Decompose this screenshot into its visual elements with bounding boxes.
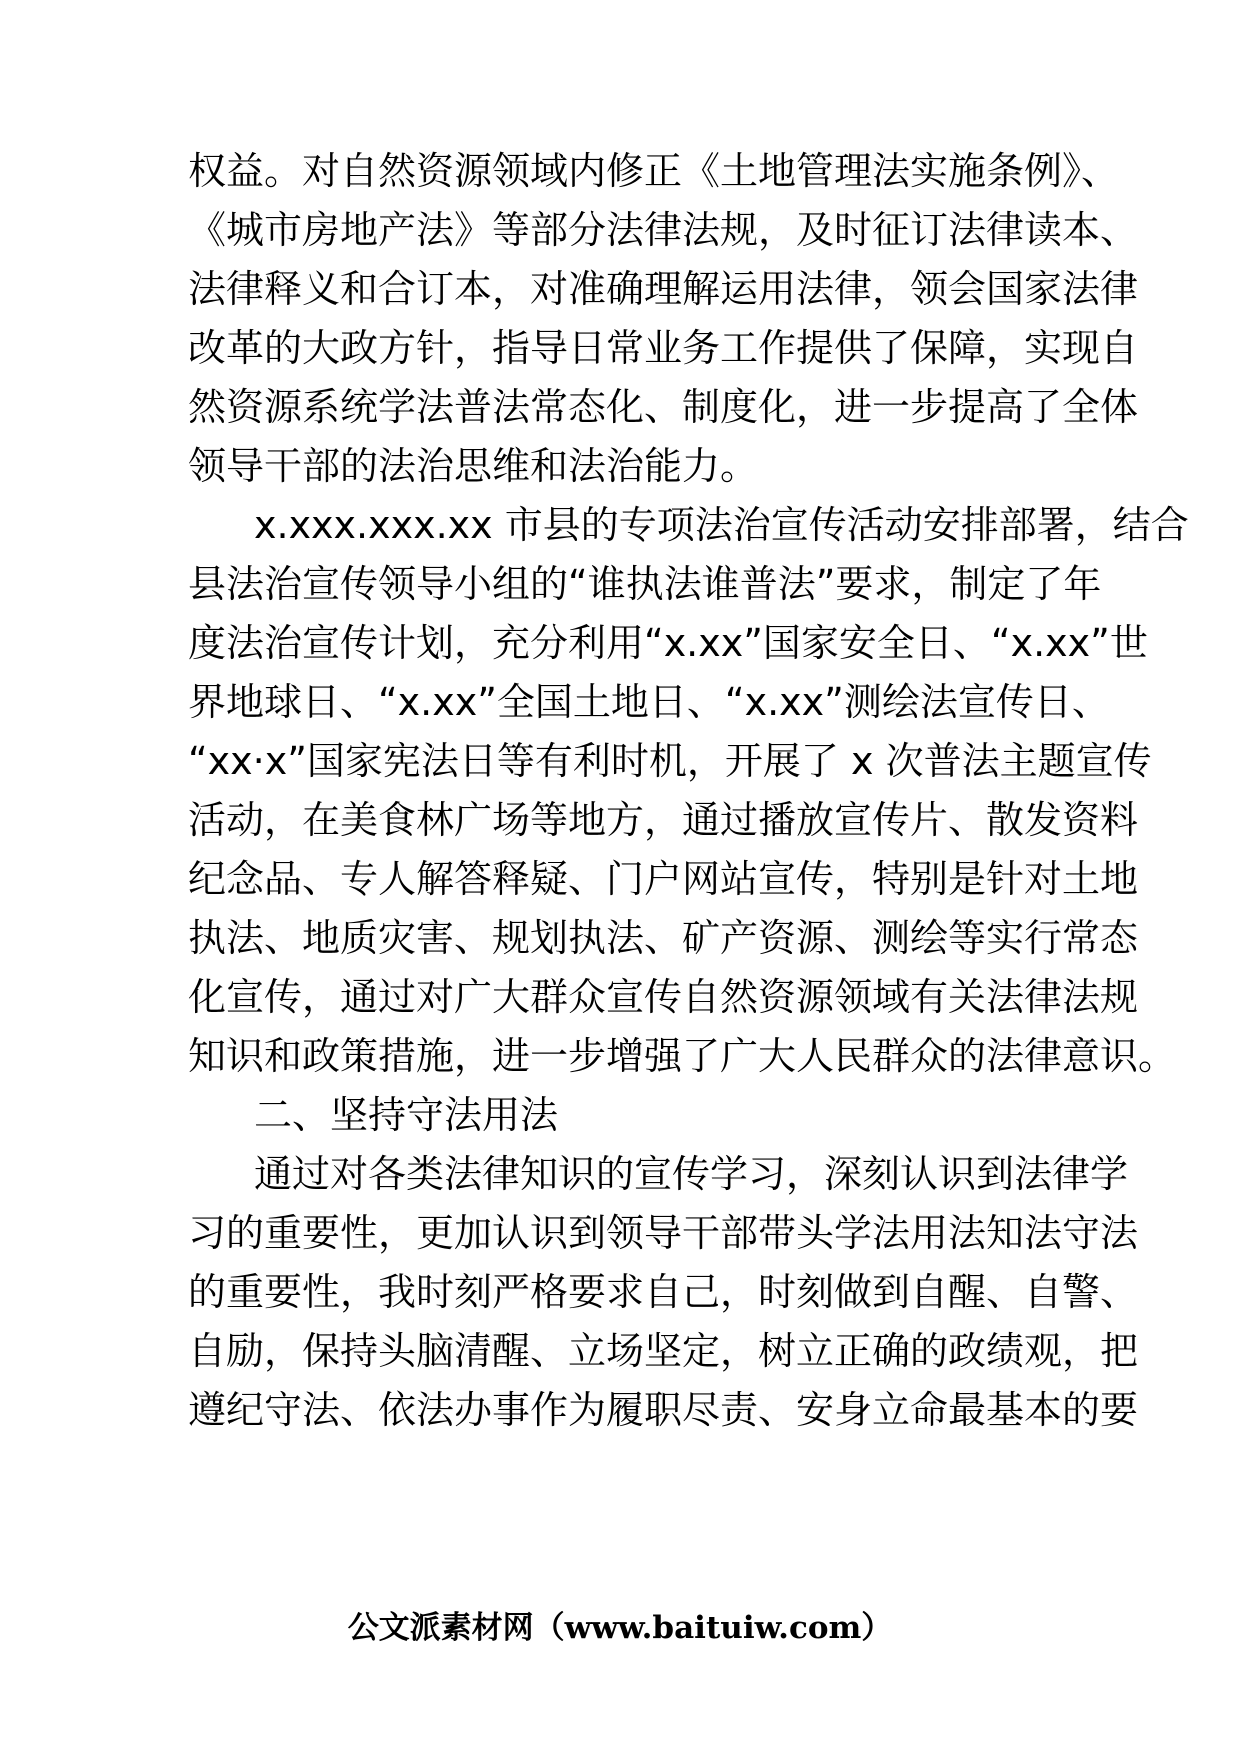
body-line: 活动，在美食林广场等地方，通过播放宣传片、散发资料 bbox=[188, 798, 1139, 842]
body-line: 知识和政策措施，进一步增强了广大人民群众的法律意识。 bbox=[188, 1034, 1177, 1078]
body-line: “xx·x”国家宪法日等有利时机，开展了 x 次普法主题宣传 bbox=[188, 739, 1152, 783]
body-line: 化宣传，通过对广大群众宣传自然资源领域有关法律法规 bbox=[188, 975, 1139, 1019]
body-line: 纪念品、专人解答释疑、门户网站宣传，特别是针对土地 bbox=[188, 857, 1139, 901]
paragraph-start-line: x.xxx.xxx.xx 市县的专项法治宣传活动安排部署，结合 bbox=[254, 503, 1189, 547]
body-line: 权益。对自然资源领域内修正《土地管理法实施条例》、 bbox=[188, 149, 1120, 193]
section-heading: 二、坚持守法用法 bbox=[254, 1093, 559, 1137]
body-line: 遵纪守法、依法办事作为履职尽责、安身立命最基本的要 bbox=[188, 1388, 1139, 1432]
body-line: 《城市房地产法》等部分法律法规，及时征订法律读本、 bbox=[188, 208, 1139, 252]
body-line: 改革的大政方针，指导日常业务工作提供了保障，实现自 bbox=[188, 326, 1139, 370]
body-line: 习的重要性，更加认识到领导干部带头学法用法知法守法 bbox=[188, 1211, 1139, 1255]
paragraph-start-line: 通过对各类法律知识的宣传学习，深刻认识到法律学 bbox=[254, 1152, 1129, 1196]
body-line: 界地球日、“x.xx”全国土地日、“x.xx”测绘法宣传日、 bbox=[188, 680, 1110, 724]
body-line: 执法、地质灾害、规划执法、矿产资源、测绘等实行常态 bbox=[188, 916, 1139, 960]
body-line: 的重要性，我时刻严格要求自己，时刻做到自醒、自警、 bbox=[188, 1270, 1139, 1314]
body-line: 自励，保持头脑清醒、立场坚定，树立正确的政绩观，把 bbox=[188, 1329, 1139, 1373]
body-line: 领导干部的法治思维和法治能力。 bbox=[188, 444, 759, 488]
body-line: 法律释义和合订本，对准确理解运用法律，领会国家法律 bbox=[188, 267, 1139, 311]
page-footer-watermark: 公文派素材网（www.baituiw.com） bbox=[347, 1610, 893, 1646]
body-line: 然资源系统学法普法常态化、制度化，进一步提高了全体 bbox=[188, 385, 1139, 429]
body-line: 度法治宣传计划，充分利用“x.xx”国家安全日、“x.xx”世 bbox=[188, 621, 1148, 665]
body-line: 县法治宣传领导小组的“谁执法谁普法”要求，制定了年 bbox=[188, 562, 1102, 606]
